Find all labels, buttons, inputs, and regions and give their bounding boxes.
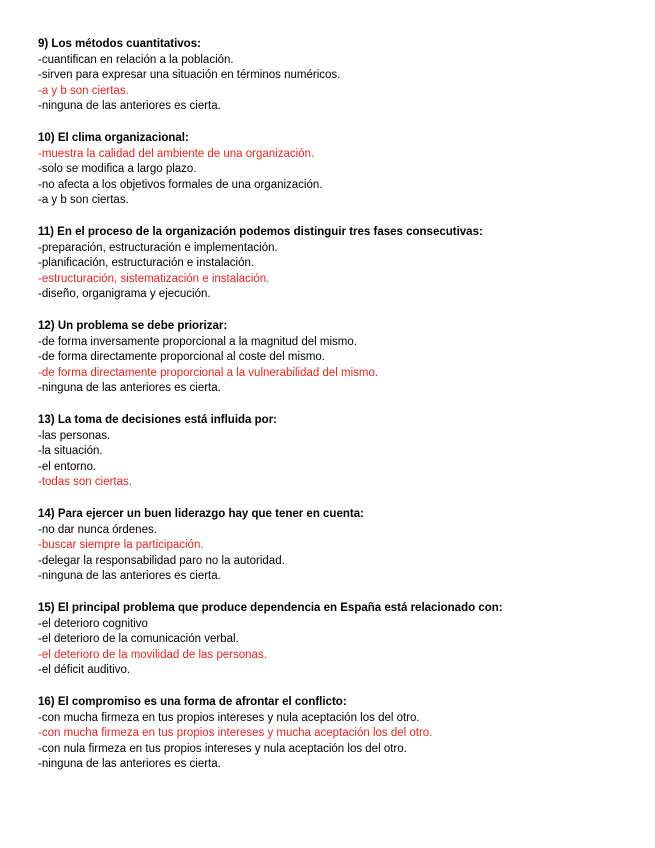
answer-option: -con mucha firmeza en tus propios intereses y nula aceptación los del otro. <box>38 711 420 724</box>
answer-option: -sirven para expresar una situación en términos numéricos. <box>38 69 341 81</box>
correct-answer-option: -con mucha firmeza en tus propios intereses y mucha aceptación los del otro. <box>38 727 433 739</box>
question-title: 12) Un problema se debe priorizar: <box>38 320 228 332</box>
answer-option: -el entorno. <box>38 460 97 473</box>
question-title: 15) El principal problema que produce dependencia en España está relacionado con: <box>38 602 503 614</box>
quiz-document <box>38 37 638 789</box>
question-block <box>38 695 638 773</box>
correct-answer-option: -muestra la calidad del ambiente de una organización. <box>38 147 315 160</box>
question-title: 13) La toma de decisiones está influida por: <box>38 414 278 426</box>
question-title: 16) El compromiso es una forma de afrontar el conflicto: <box>38 696 347 708</box>
question-title: 11) En el proceso de la organización podemos distinguir tres fases consecutivas: <box>38 226 483 238</box>
question-block <box>38 319 638 397</box>
answer-option: -ninguna de las anteriores es cierta. <box>38 382 221 394</box>
answer-option: -ninguna de las anteriores es cierta. <box>38 100 221 112</box>
correct-answer-option: -buscar siempre la participación. <box>38 539 204 551</box>
answer-option: -no dar nunca órdenes. <box>38 523 157 536</box>
question-block <box>38 37 638 115</box>
question-block <box>38 601 638 679</box>
answer-option: -cuantifican en relación a la población. <box>38 53 234 66</box>
answer-option: -la situación. <box>38 445 103 457</box>
answer-option: -de forma directamente proporcional al coste del mismo. <box>38 351 325 363</box>
answer-option: -el deterioro de la comunicación verbal. <box>38 633 239 645</box>
question-block <box>38 413 638 491</box>
correct-answer-option: -estructuración, sistematización e instalación. <box>38 272 270 285</box>
answer-option: -solo se modifica a largo plazo. <box>38 163 197 175</box>
correct-answer-option: -de forma directamente proporcional a la vulnerabilidad del mismo. <box>38 366 379 379</box>
answer-option: -ninguna de las anteriores es cierta. <box>38 758 221 770</box>
question-block <box>38 225 638 303</box>
correct-answer-option: -el deterioro de la movilidad de las personas. <box>38 648 267 661</box>
answer-option: -las personas. <box>38 429 111 442</box>
correct-answer-option: -todas son ciertas. <box>38 476 132 488</box>
answer-option: -con nula firmeza en tus propios intereses y nula aceptación los del otro. <box>38 742 407 755</box>
question-block <box>38 131 638 209</box>
answer-option: -el déficit auditivo. <box>38 664 131 676</box>
question-title: 14) Para ejercer un buen liderazgo hay que tener en cuenta: <box>38 508 364 520</box>
question-title: 10) El clima organizacional: <box>38 132 189 144</box>
answer-option: -preparación, estructuración e implementación. <box>38 241 278 254</box>
answer-option: -planificación, estructuración e instalación. <box>38 257 255 269</box>
answer-option: -delegar la responsabilidad paro no la autoridad. <box>38 554 285 567</box>
correct-answer-option: -a y b son ciertas. <box>38 84 129 97</box>
answer-option: -a y b son ciertas. <box>38 194 129 206</box>
answer-option: -el deterioro cognitivo <box>38 617 148 630</box>
question-block <box>38 507 638 585</box>
question-title: 9) Los métodos cuantitativos: <box>38 38 201 50</box>
answer-option: -de forma inversamente proporcional a la magnitud del mismo. <box>38 335 357 348</box>
answer-option: -no afecta a los objetivos formales de una organización. <box>38 178 323 191</box>
answer-option: -ninguna de las anteriores es cierta. <box>38 570 221 582</box>
answer-option: -diseño, organigrama y ejecución. <box>38 288 211 300</box>
